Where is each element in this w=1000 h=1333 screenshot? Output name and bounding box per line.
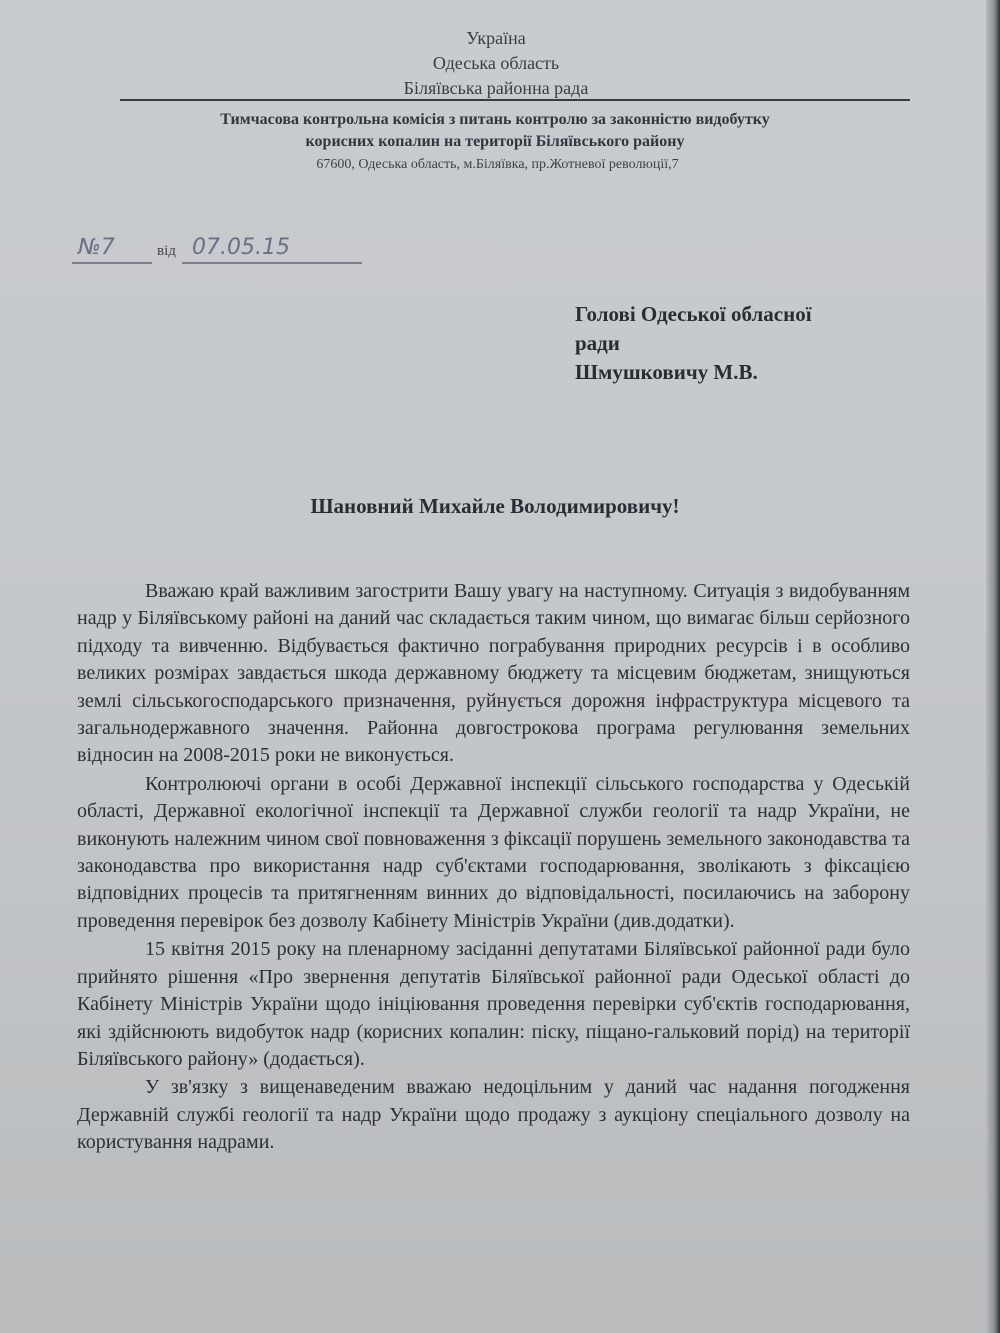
body-paragraph: 15 квітня 2015 року на пленарному засіданні депутатами Біляївської районної ради було прийнято рішення «Про звернення депутатів Біляївської районної ради Одеської області до Кабінету Міністрів України щодо ініціювання проведення перевірки суб'єктів господарювання, які здійснюють видобуток надр (корисних копалин: піску, піщано-гальковий порід) на території Біляївського району» (додається). <box>77 938 910 1070</box>
body-paragraph: Вважаю край важливим загострити Вашу увагу на наступному. Ситуація з видобуванням надр у Біляївському районі на даний час складається таким чином, що вимагає більш серйозного підходу та вивченню. Відбувається фактично пограбування природних ресурсів і в особливо великих розмірах завдається шкода державному бюджету та місцевим бюджетам, знищуються землі сільськогосподарського призначення, руйнується дорожня інфраструктура місцевого та загальнодержавного значення. Районна довгострокова програма регулювання земельних відносин на 2008-2015 роки не виконується. <box>77 580 910 767</box>
addressee-line: Шмушковичу М.В. <box>575 360 758 384</box>
registration-date: 07.05.15 <box>192 235 290 260</box>
date-underline <box>182 262 362 264</box>
addressee-line: Голові Одеської обласної <box>575 302 812 326</box>
header-country: Україна <box>466 28 526 48</box>
registration-field <box>72 232 362 264</box>
registration-from-label: від <box>157 243 176 259</box>
header-region: Одеська область <box>432 53 560 73</box>
header-council: Біляївська районна рада <box>403 78 589 98</box>
page-edge <box>986 0 1000 1333</box>
commission-title-line: Тимчасова контрольна комісія з питань контролю за законністю видобутку <box>220 111 770 128</box>
letter-body <box>77 578 910 1158</box>
number-underline <box>72 262 152 264</box>
header-divider <box>120 99 910 101</box>
addressee-line: ради <box>575 331 620 355</box>
addressee-block <box>575 300 812 387</box>
commission-title-line: корисних копалин на території Біляївського району <box>305 133 685 150</box>
commission-title <box>95 109 895 153</box>
body-paragraph: У зв'язку з вищенаведеним вважаю недоцільним у даний час надання погодження Державній службі геології та надр України щодо продажу з аукціону спеціального дозволу на користування надрами. <box>77 1076 910 1154</box>
body-paragraph: Контролюючі органи в особі Державної інспекції сільського господарства у Одеській області, Державної екологічної інспекції та Державної служби геології та надр України, не виконують належним чином свої повноваження з фіксації порушень земельного законодавства та законодавства про використання надр суб'єктами господарювання, зволікають з фіксацією відповідних процесів та притягненням винних до відповідальності, посилаючись на заборону проведення перевірок без дозволу Кабінету Міністрів України (див.додатки). <box>77 772 910 932</box>
commission-address: 67600, Одеська область, м.Біляївка, пр.Жотневої революції,7 <box>316 157 679 172</box>
salutation: Шановний Михайле Володимировичу! <box>310 494 680 518</box>
registration-number: №7 <box>78 235 115 260</box>
